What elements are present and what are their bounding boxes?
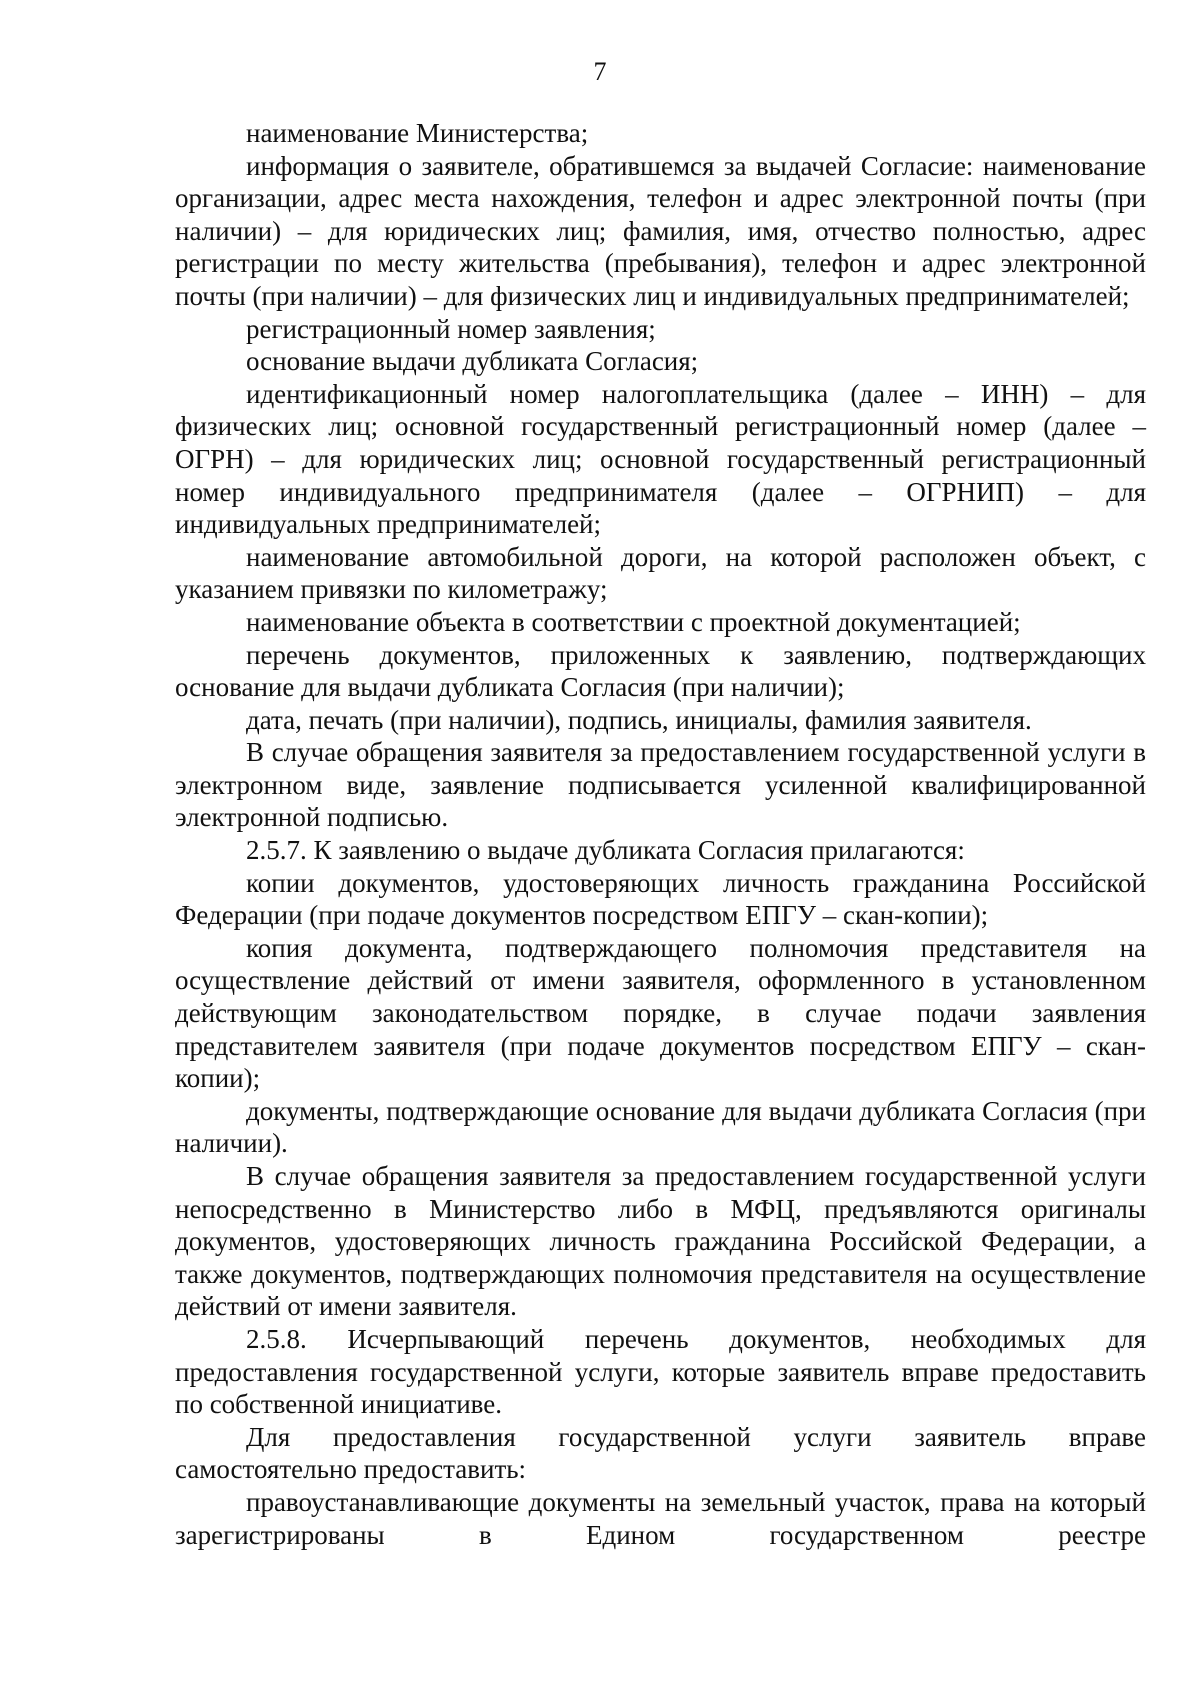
paragraph: В случае обращения заявителя за предоставлением государственной услуги в электронном виде, заявление подписывается усиленной квалифицированной электронной подписью. (175, 737, 1146, 833)
paragraph: наименование автомобильной дороги, на которой расположен объект, с указанием привязки по километражу; (175, 541, 1146, 605)
paragraph: правоустанавливающие документы на земельный участок, права на который зарегистрированы в Едином государственном реестре (175, 1486, 1146, 1550)
page-number: 7 (593, 57, 607, 86)
paragraph: Для предоставления государственной услуги заявитель вправе самостоятельно предоставить: (175, 1421, 1146, 1485)
paragraph: 2.5.7. К заявлению о выдаче дубликата Согласия прилагаются: (246, 835, 965, 866)
paragraph: В случае обращения заявителя за предоставлением государственной услуги непосредственно в Министерство либо в МФЦ, предъявляются оригиналы документов, удостоверяющих личность гражданина Российской Федерации, а также документов, подтверждающих полномочия представителя на осуществление действий от имени заявителя. (175, 1161, 1146, 1322)
paragraph: документы, подтверждающие основание для выдачи дубликата Согласия (при наличии). (175, 1095, 1146, 1159)
document-body (175, 117, 1146, 1551)
paragraph: основание выдачи дубликата Согласия; (246, 346, 699, 377)
paragraph: дата, печать (при наличии), подпись, инициалы, фамилия заявителя. (246, 704, 1032, 735)
paragraph: информация о заявителе, обратившемся за выдачей Согласие: наименование организации, адрес места нахождения, телефон и адрес электронной почты (при наличии) – для юридических лиц; фамилия, имя, отчество полностью, адрес регистрации по месту жительства (пребывания), телефон и адрес электронной почты (при наличии) – для физических лиц и индивидуальных предпринимателей; (175, 150, 1146, 311)
paragraph: идентификационный номер налогоплательщика (далее – ИНН) – для физических лиц; основной государственный регистрационный номер (далее – ОГРН) – для юридических лиц; основной государственный регистрационный номер индивидуального предпринимателя (далее – ОГРНИП) – для индивидуальных предпринимателей; (175, 378, 1146, 540)
paragraph: наименование Министерства; (246, 118, 589, 148)
paragraph: копия документа, подтверждающего полномочия представителя на осуществление действий от имени заявителя, оформленного в установленном действующим законодательством порядке, в случае подачи заявления представителем заявителя (при подаче документов посредством ЕПГУ – скан-копии); (175, 932, 1146, 1094)
paragraph: наименование объекта в соответствии с проектной документацией; (246, 606, 1021, 637)
paragraph: регистрационный номер заявления; (246, 313, 656, 344)
paragraph: перечень документов, приложенных к заявлению, подтверждающих основание для выдачи дубликата Согласия (при наличии); (175, 639, 1146, 703)
paragraph: 2.5.8. Исчерпывающий перечень документов, необходимых для предоставления государственной услуги, которые заявитель вправе предоставить по собственной инициативе. (175, 1323, 1146, 1420)
paragraph: копии документов, удостоверяющих личность гражданина Российской Федерации (при подаче документов посредством ЕПГУ – скан-копии); (175, 867, 1146, 931)
